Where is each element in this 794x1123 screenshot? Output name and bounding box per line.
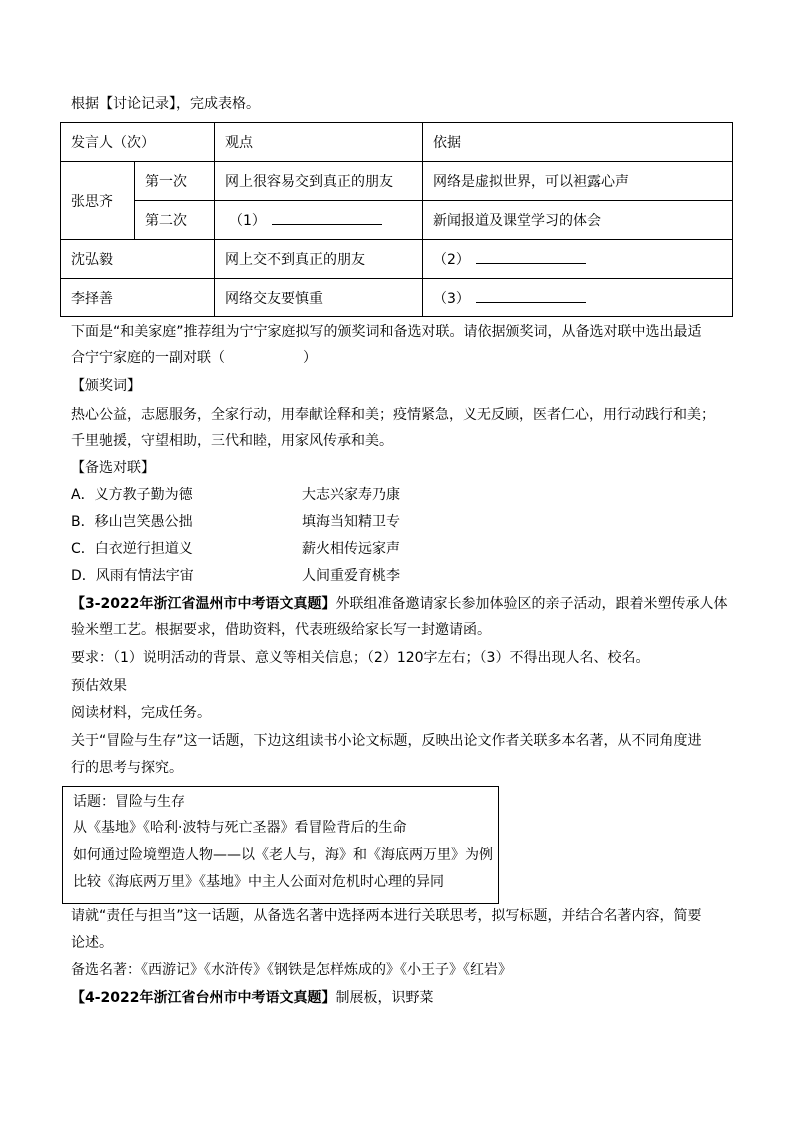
option-d-right: 人间重爱育桃李 (302, 568, 400, 584)
blank-label: （3） (433, 290, 470, 307)
basis-cell: 网络是虚拟世界，可以袒露心声 (423, 162, 733, 201)
option-c-left: C．白衣逆行担道义 (71, 541, 193, 557)
header-basis: 依据 (423, 123, 733, 162)
view-cell (215, 201, 423, 240)
intro-text: 根据【讨论记录】，完成表格。 (71, 96, 260, 112)
basis-cell: 新闻报道及课堂学习的体会 (423, 201, 733, 240)
reading-instruction: 阅读材料，完成任务。 (71, 705, 211, 721)
discussion-table (60, 122, 733, 317)
speaker-name: 沈弘毅 (61, 240, 215, 279)
table-row (61, 201, 733, 240)
q2-prompt-line1: 下面是“和美家庭”推荐组为宁宁家庭拟写的颁奖词和备选对联。请依据颁奖词，从备选对联中选出最适 (71, 324, 702, 340)
q4-source: 【4-2022年浙江省台州市中考语文真题】 (71, 990, 336, 1006)
option-a-right: 大志兴家寿乃康 (302, 487, 400, 503)
speaker-turn: 第一次 (135, 162, 215, 201)
view-cell: 网上交不到真正的朋友 (215, 240, 423, 279)
task-line1: 请就“责任与担当”这一话题，从备选名著中选择两本进行关联思考，拟写标题，并结合名著内容，简要 (71, 908, 702, 924)
topic-intro-line2: 行的思考与探究。 (71, 760, 183, 776)
blank-label: （2） (433, 252, 470, 268)
basis-cell (423, 279, 733, 317)
option-a-left: A．义方教子勤为德 (71, 487, 193, 503)
option-b-left: B．移山岂笑愚公拙 (71, 514, 193, 530)
table-row (61, 162, 733, 201)
q3-line2: 验米塑工艺。根据要求，借助资料，代表班级给家长写一封邀请函。 (71, 622, 491, 638)
topic-title: 话题：冒险与生存 (73, 794, 185, 810)
speaker-name: 张思齐 (61, 162, 135, 240)
header-speaker: 发言人（次） (61, 123, 215, 162)
view-cell: 网上很容易交到真正的朋友 (215, 162, 423, 201)
q3-source: 【3-2022年浙江省温州市中考语文真题】 (71, 596, 336, 612)
q2-prompt-close: ） (303, 350, 317, 366)
basis-cell (423, 240, 733, 279)
option-c-right: 薪火相传远家声 (302, 541, 400, 557)
speaker-name: 李择善 (61, 279, 215, 317)
blank-label: （1） (229, 213, 266, 229)
essay-title-3: 比较《海底两万里》《基地》中主人公面对危机时心理的异同 (73, 874, 444, 890)
q3-requirements: 要求：（1）说明活动的背景、意义等相关信息；（2）120字左右；（3）不得出现人名、校名。 (71, 650, 650, 666)
header-view: 观点 (215, 123, 423, 162)
q2-prompt-text: 合宁宁家庭的一副对联（ (71, 350, 225, 366)
answer-blank[interactable] (476, 249, 586, 264)
q2-prompt-line2 (71, 348, 317, 368)
answer-blank[interactable] (476, 288, 586, 303)
option-d-left: D．风雨有情法宇宙 (71, 568, 194, 584)
table-header-row (61, 123, 733, 162)
table-row (61, 279, 733, 317)
view-cell: 网络交友要慎重 (215, 279, 423, 317)
couplet-heading: 【备选对联】 (71, 460, 155, 476)
topic-box (62, 786, 499, 904)
candidate-books: 备选名著：《西游记》《水浒传》《钢铁是怎样炼成的》《小王子》《红岩》 (71, 962, 512, 978)
q4-line (71, 988, 434, 1008)
q4-text: 制展板，识野菜 (335, 990, 434, 1006)
award-text-line2: 千里驰援，守望相助，三代和睦，用家风传承和美。 (71, 433, 393, 449)
speaker-turn: 第二次 (135, 201, 215, 240)
essay-title-1: 从《基地》《哈利·波特与死亡圣器》看冒险背后的生命 (73, 820, 407, 836)
q3-line1-text: 外联组准备邀请家长参加体验区的亲子活动，跟着米塑传承人体 (335, 596, 728, 612)
award-text-line1: 热心公益，志愿服务，全家行动，用奉献诠释和美；疫情紧急，义无反顾，医者仁心，用行动践行和美； (71, 407, 715, 423)
topic-intro-line1: 关于“冒险与生存”这一话题，下边这组读书小论文标题，反映出论文作者关联多本名著，从不同角度进 (71, 733, 702, 749)
option-b-right: 填海当知精卫专 (302, 514, 400, 530)
award-heading: 【颁奖词】 (71, 378, 141, 394)
q3-estimate: 预估效果 (71, 678, 127, 694)
essay-title-2: 如何通过险境塑造人物——以《老人与，海》和《海底两万里》为例 (73, 847, 493, 863)
table-row (61, 240, 733, 279)
q3-line1 (71, 594, 728, 614)
task-line2: 论述。 (71, 935, 113, 951)
answer-blank[interactable] (272, 210, 382, 225)
